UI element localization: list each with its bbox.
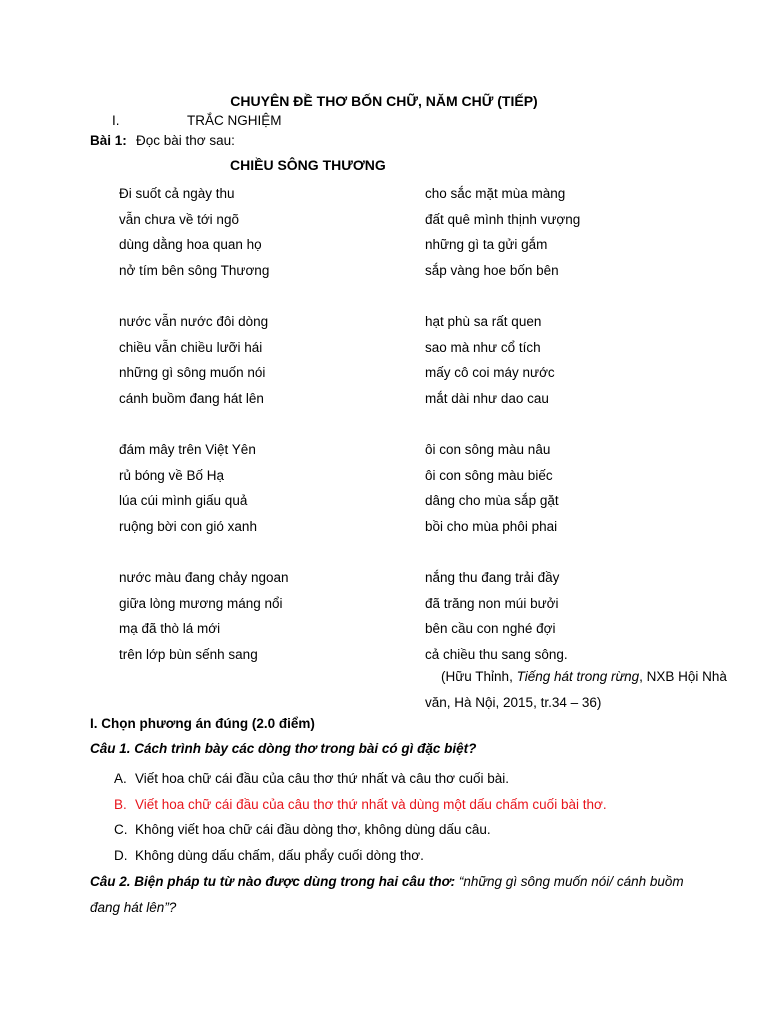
section-label: TRẮC NGHIỆM bbox=[187, 113, 282, 128]
source-book-title: Tiếng hát trong rừng bbox=[516, 669, 640, 684]
poem-line: rủ bóng về Bố Hạ bbox=[119, 467, 225, 483]
poem-title: CHIỀU SÔNG THƯƠNG bbox=[230, 157, 386, 173]
source-prefix: (Hữu Thỉnh, bbox=[441, 669, 517, 684]
part-title: I. Chọn phương án đúng (2.0 điểm) bbox=[90, 716, 315, 731]
exercise-instruction: Đọc bài thơ sau: bbox=[136, 133, 235, 148]
poem-line: nở tím bên sông Thương bbox=[119, 262, 270, 278]
poem-line: dùng dằng hoa quan họ bbox=[119, 237, 262, 253]
option-text: Viết hoa chữ cái đầu của câu thơ thứ nhất và câu thơ cuối bài. bbox=[135, 771, 510, 786]
option-letter: A. bbox=[114, 771, 127, 786]
poem-line: nắng thu đang trải đầy bbox=[425, 569, 560, 585]
poem-line: nước màu đang chảy ngoan bbox=[119, 569, 289, 585]
poem-line: ruộng bời con gió xanh bbox=[119, 518, 257, 534]
poem-line: mắt dài như dao cau bbox=[425, 390, 549, 406]
poem-line: bên cầu con nghé đợi bbox=[425, 621, 556, 637]
poem-line: sắp vàng hoe bốn bên bbox=[425, 262, 559, 278]
page-title: CHUYÊN ĐỀ THƠ BỐN CHỮ, NĂM CHỮ (TIẾP) bbox=[230, 93, 538, 109]
poem-line: lúa cúi mình giấu quả bbox=[119, 493, 248, 509]
exercise-label: Bài 1: bbox=[90, 133, 127, 148]
poem-line: mạ đã thò lá mới bbox=[119, 621, 221, 637]
poem-line: cho sắc mặt mùa màng bbox=[425, 186, 566, 201]
poem-line: những gì ta gửi gắm bbox=[425, 237, 548, 253]
poem-line: vẫn chưa về tới ngõ bbox=[119, 211, 239, 227]
poem-line: những gì sông muốn nói bbox=[119, 365, 266, 381]
question-2-quote: “những gì sông muốn nói/ cánh buồm đang hát lên”? bbox=[90, 874, 684, 915]
poem-line: trên lớp bùn sếnh sang bbox=[119, 646, 258, 662]
poem-right-column bbox=[425, 181, 580, 667]
question-1-options bbox=[114, 766, 607, 868]
poem-line: mấy cô coi máy nước bbox=[425, 365, 555, 381]
option-a bbox=[114, 766, 607, 792]
poem-line: cả chiều thu sang sông. bbox=[425, 646, 568, 662]
question-2 bbox=[90, 869, 690, 920]
option-c bbox=[114, 817, 607, 843]
poem-line: ôi con sông màu nâu bbox=[425, 441, 551, 457]
option-text: Không viết hoa chữ cái đầu dòng thơ, không dùng dấu câu. bbox=[135, 822, 491, 838]
option-text: Không dùng dấu chấm, dấu phẩy cuối dòng thơ. bbox=[135, 847, 424, 863]
poem-line: giữa lòng mương máng nổi bbox=[119, 595, 283, 611]
question-1: Câu 1. Cách trình bày các dòng thơ trong bài có gì đặc biệt? bbox=[90, 741, 477, 756]
source-publisher: , NXB Hội Nhà bbox=[639, 669, 727, 684]
option-b-highlighted bbox=[114, 792, 607, 818]
source-place-pages: văn, Hà Nội, 2015, tr.34 – 36) bbox=[425, 694, 602, 710]
poem-line: nước vẫn nước đôi dòng bbox=[119, 313, 269, 329]
poem-line: cánh buồm đang hát lên bbox=[119, 390, 264, 406]
poem-left-column bbox=[119, 181, 289, 667]
poem-source bbox=[425, 664, 745, 715]
option-letter: C. bbox=[114, 822, 128, 838]
poem-line: đám mây trên Việt Yên bbox=[119, 441, 256, 457]
question-2-head: Câu 2. Biện pháp tu từ nào được dùng trong hai câu thơ: bbox=[90, 874, 459, 889]
poem-line: đã trăng non múi bưởi bbox=[425, 595, 559, 611]
section-number: I. bbox=[112, 113, 120, 128]
poem-line: dâng cho mùa sắp gặt bbox=[425, 493, 559, 509]
poem-line: ôi con sông màu biếc bbox=[425, 467, 553, 483]
option-letter: B. bbox=[114, 796, 127, 812]
poem-line: bồi cho mùa phôi phai bbox=[425, 518, 558, 534]
option-letter: D. bbox=[114, 847, 128, 863]
poem-line: đất quê mình thịnh vượng bbox=[425, 211, 581, 227]
option-d bbox=[114, 843, 607, 869]
poem-line: sao mà như cổ tích bbox=[425, 339, 541, 355]
poem-line: hạt phù sa rất quen bbox=[425, 313, 542, 329]
option-text: Viết hoa chữ cái đầu của câu thơ thứ nhất và dùng một dấu chấm cuối bài thơ. bbox=[135, 796, 607, 812]
poem-line: chiều vẫn chiều lưỡi hái bbox=[119, 339, 263, 355]
poem-line: Đi suốt cả ngày thu bbox=[119, 186, 235, 201]
